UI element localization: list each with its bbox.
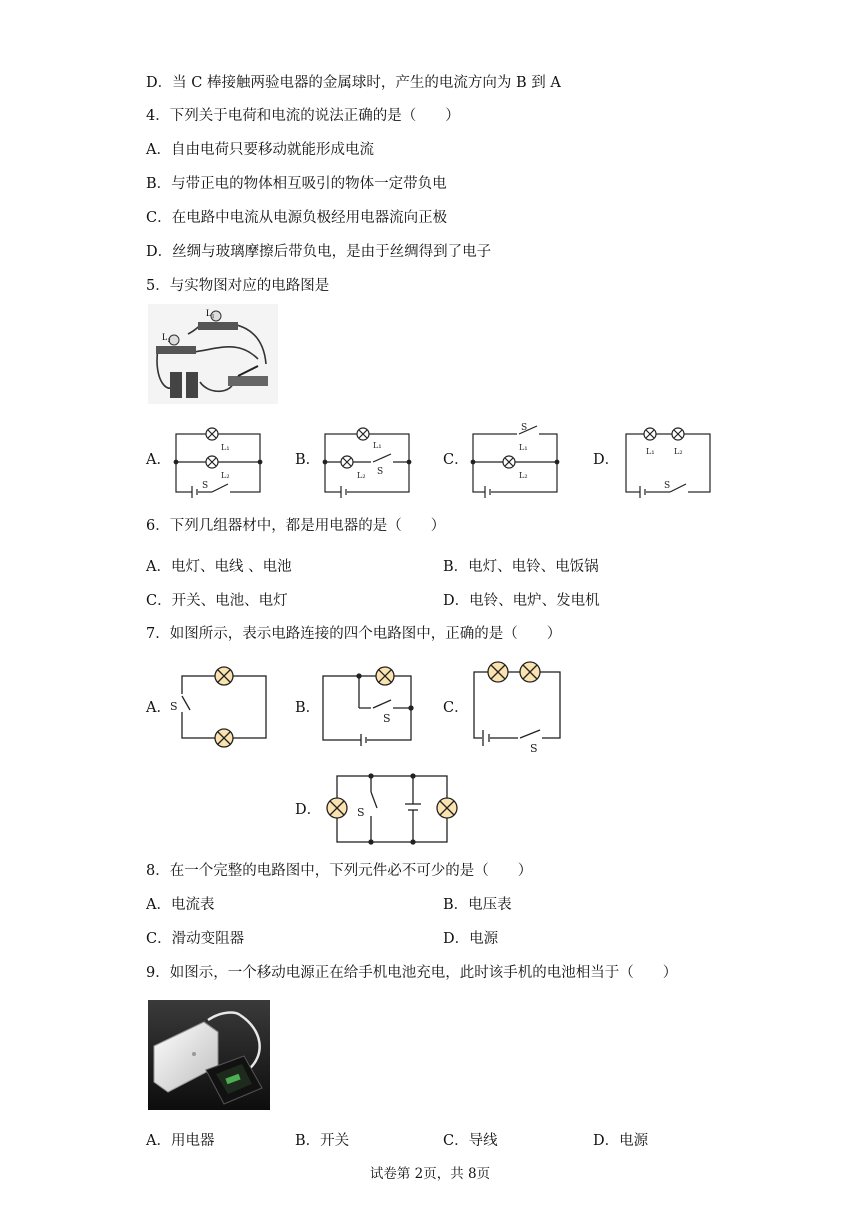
- q5-circuit-d: [626, 426, 712, 494]
- q6-stem: 6．下列几组器材中，都是用电器的是（ ）: [146, 518, 446, 534]
- q5-circuit-a: [176, 426, 262, 494]
- q9-option-c: C．导线: [443, 1133, 498, 1149]
- q8-option-c: C．滑动变阻器: [146, 931, 245, 947]
- photo-label-l1: L₁: [206, 308, 215, 318]
- power-bank-charging-phone-image: [148, 1000, 270, 1110]
- q7c-s-label: S: [530, 742, 538, 755]
- q4-option-c: C．在电路中电流从电源负极经用电器流向正极: [146, 210, 448, 226]
- q8-option-b: B．电压表: [443, 897, 512, 913]
- page-footer: 试卷第 2页，共 8页: [369, 1166, 491, 1182]
- q5b-s-label: S: [377, 467, 384, 477]
- q6-option-c: C．开关、电池、电灯: [146, 593, 288, 609]
- q5c-s-label: S: [521, 423, 528, 433]
- q8-option-d: D．电源: [443, 931, 499, 947]
- q7d-s-label: S: [357, 806, 365, 819]
- q5-physical-circuit-image: [148, 304, 278, 404]
- q4-stem: 4．下列关于电荷和电流的说法正确的是（ ）: [146, 108, 460, 124]
- q7-circuit-a: [170, 664, 268, 744]
- q5c-l2-label: L₂: [519, 471, 528, 480]
- q9-option-d: D．电源: [593, 1133, 649, 1149]
- q3-option-d: D．当 C 棒接触两验电器的金属球时，产生的电流方向为 B 到 A: [146, 75, 561, 91]
- q5b-l1-label: L₁: [373, 441, 382, 450]
- q9-stem: 9．如图示，一个移动电源正在给手机电池充电，此时该手机的电池相当于（ ）: [146, 965, 678, 981]
- q5-stem: 5．与实物图对应的电路图是: [146, 278, 330, 294]
- q9-option-a: A．用电器: [146, 1133, 215, 1149]
- q7-circuit-d: [323, 772, 453, 848]
- q5-label-c: C．: [443, 452, 469, 468]
- q7a-s-label: S: [170, 700, 178, 713]
- q7-label-d: D．: [295, 802, 322, 818]
- q5d-l2-label: L₂: [674, 447, 683, 456]
- q5c-l1-label: L₁: [519, 443, 528, 452]
- q9-option-b: B．开关: [295, 1133, 350, 1149]
- q6-option-a: A．电灯、电线 、电池: [146, 559, 292, 575]
- q7-circuit-c: [474, 660, 564, 755]
- q7-stem: 7．如图所示，表示电路连接的四个电路图中，正确的是（ ）: [146, 626, 562, 642]
- q5-circuit-b: [325, 426, 411, 494]
- q5b-l2-label: L₂: [357, 471, 366, 480]
- q6-option-d: D．电铃、电炉、发电机: [443, 593, 600, 609]
- q5-circuit-c: [473, 423, 559, 494]
- q4-option-d: D．丝绸与玻璃摩擦后带负电，是由于丝绸得到了电子: [146, 244, 492, 260]
- q5d-l1-label: L₁: [646, 447, 655, 456]
- q6-option-b: B．电灯、电铃、电饭锅: [443, 559, 599, 575]
- q8-stem: 8．在一个完整的电路图中，下列元件必不可少的是（ ）: [146, 863, 533, 879]
- q5a-l2-label: L₂: [221, 471, 230, 480]
- q5d-s-label: S: [664, 481, 671, 491]
- q5a-l1-label: L₁: [221, 443, 230, 452]
- q4-option-b: B．与带正电的物体相互吸引的物体一定带负电: [146, 176, 447, 192]
- q8-option-a: A．电流表: [146, 897, 215, 913]
- q7b-s-label: S: [383, 712, 391, 725]
- q4-option-a: A．自由电荷只要移动就能形成电流: [146, 142, 374, 158]
- q7-label-a: A．: [146, 700, 171, 716]
- q7-label-c: C．: [443, 700, 469, 716]
- q7-circuit-b: [323, 664, 413, 744]
- q5-label-a: A．: [146, 452, 171, 468]
- photo-label-l2: L₂: [162, 332, 171, 342]
- q5a-s-label: S: [202, 481, 209, 491]
- q5-label-b: B．: [295, 452, 321, 468]
- q7-label-b: B．: [295, 700, 321, 716]
- q5-label-d: D．: [593, 452, 620, 468]
